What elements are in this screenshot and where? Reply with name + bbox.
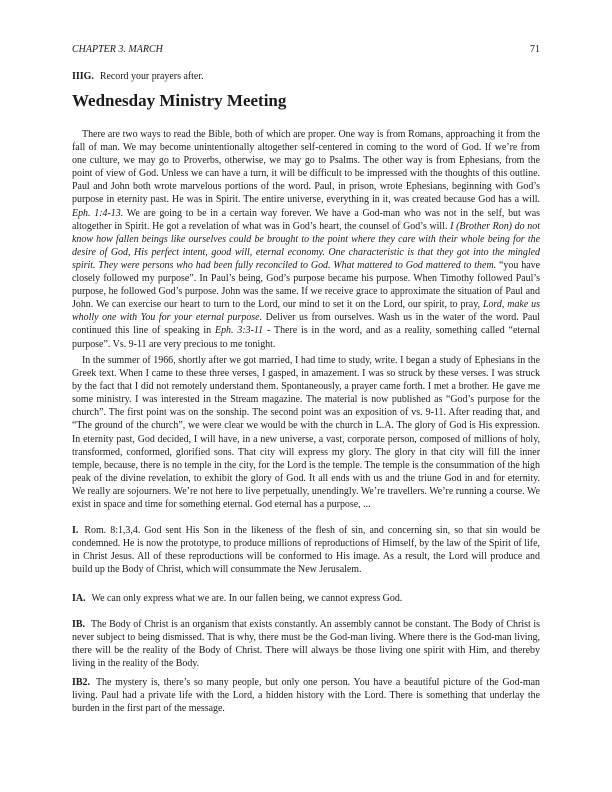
paragraph-two-ways [72, 128, 540, 351]
section-title: Wednesday Ministry Meeting [72, 91, 287, 110]
chapter-title: CHAPTER 3. MARCH [72, 44, 163, 55]
outline-label: IB2. [72, 677, 90, 688]
outline-text: The mystery is, there’s so many people, but only one person. You have a beautiful picture of the God-man living. Paul had a private life with the Lord, a hidden history with the Lord. There is something that underlay the burden in the first part of the message. [72, 677, 540, 715]
outline-label: IIIG. [72, 71, 94, 82]
scripture-reference: Eph. 3:3-11 [215, 325, 264, 337]
outline-label: IB. [72, 619, 85, 630]
outline-text: We can only express what we are. In our fallen being, we cannot express God. [91, 593, 403, 604]
text-run: - There is in the word, and as a reality, something called “eternal purpose”. Vs. 9-11 are very precious to me tonight. [72, 325, 540, 350]
text-run: Deliver us from ourselves. Wash us in the water of the word. Paul continued this line of speaking in [72, 312, 541, 337]
scripture-reference: Eph. 1:4-13. [72, 207, 124, 219]
text-run: “you have closely followed my purpose”. In Paul’s being, God’s purpose became his purpose. When Timothy followed Paul’s purpose, he followed God’s purpose. John was the same. If we receive grace to approximate the situation of Paul and John. We can exercise our heart to turn to the Lord, our mind to set it on the Lord, our spirit, to pray, [72, 259, 540, 311]
outline-text: The Body of Christ is an organism that exists constantly. An assembly cannot be constant. The Body of Christ is never subject to being dismissed. That is why, there must be the God-man living. Where there is the God-man living, there will be the reality of the Body of Christ. There will always be those living one spirit with Him, and thereby living in the reality of the Body. [72, 619, 540, 670]
outline-label: IA. [72, 593, 86, 604]
paragraph-text: In the summer of 1966, shortly after we got married, I had time to study, write. I began a study of Ephesians in the Greek text. When I came to these three verses, I gasped, in amazement. I was so struck by these verses. I was struck by the fact that I did not remotely understand them. Spontaneously, a prayer came forth. I met a brother. He gave me some ministry. I was interested in the Stream magazine. The material is now published as “God’s purpose for the church”. The first point was on the sonship. The second point was an exposition of vs. 9-11. After reading that, and “The ground of the church”, we were clear we would be with the church in L.A. The glory of God is His expression. In eternity past, God decided, I will have, in a new universe, a vast, corporate person, composed of millions of holy, transformed, conformed, glorified sons. That city will express my glory. The glory in that city will fill the inner temple, because, there is no temple in the city, for the Lord is the temple. The temple is the consummation of the high peak of the divine revelation, to exhibit the glory of God. It all ends with us and the triune God in and for eternity. We really are sojourners. We’re not here to live perpetually, unendingly. We’re travellers. We’re running a course. We exist in space and time for something eternal. God eternal has a purpose, ... [72, 355, 540, 511]
outline-text: Record your prayers after. [99, 71, 204, 82]
outline-text: Rom. 8:1,3,4. God sent His Son in the likeness of the flesh of sin, and concerning sin, so that sin would be condemned. He is now the prototype, to produce millions of reproductions of Himself, by the law of the Spirit of life, in Christ Jesus. All of these reproductions will be conformed to His image. As a result, the Lord will produce and build up the Body of Christ, which will consummate the New Jerusalem. [72, 525, 540, 576]
paragraph-summer-1966 [72, 354, 540, 511]
running-header [72, 44, 540, 56]
outline-item-ib2 [72, 676, 540, 715]
italic-prayer: Lord, make us wholly one with You for your eternal purpose. [72, 299, 540, 324]
outline-item-ib [72, 618, 540, 670]
outline-item-ia [72, 592, 540, 605]
text-run: We are going to be in a certain way forever. We have a God-man who was not in the self, but was altogether in Spirit. He got a revelation of what was in God’s heart, the counsel of God’s will. [72, 207, 540, 232]
outline-item-i [72, 524, 540, 576]
italic-quote: I (Brother Ron) do not know how fallen beings like ourselves could be brought to the point where they care with their whole being for the desire of God, His perfect intent, good will, eternal economy. One characteristic is that they got into the mingled spirit. They were persons who had been fully reconciled to God. What mattered to God mattered to them. [72, 220, 540, 271]
outline-label: I. [72, 525, 79, 536]
outline-item-iiig [72, 70, 540, 83]
text-run: There are two ways to read the Bible, both of which are proper. One way is from Romans, approaching it from the fall of man. We may become unintentionally altogether self-centered in coming to the word of God. If we’re from one culture, we may go to Proverbs, otherwise, we may go to Psalms. The other way is from Ephesians, from the point of view of God. Unless we can have a turn, it will be difficult to be impressed with the thoughts of this outline. Paul and John both wrote marvelous portions of the word. Paul, in prison, wrote Ephesians, beginning with God’s purpose in eternity past. He was in Spirit. The entire universe, everything in it, was created because God has a will. [72, 129, 540, 206]
page-number: 71 [530, 44, 540, 55]
